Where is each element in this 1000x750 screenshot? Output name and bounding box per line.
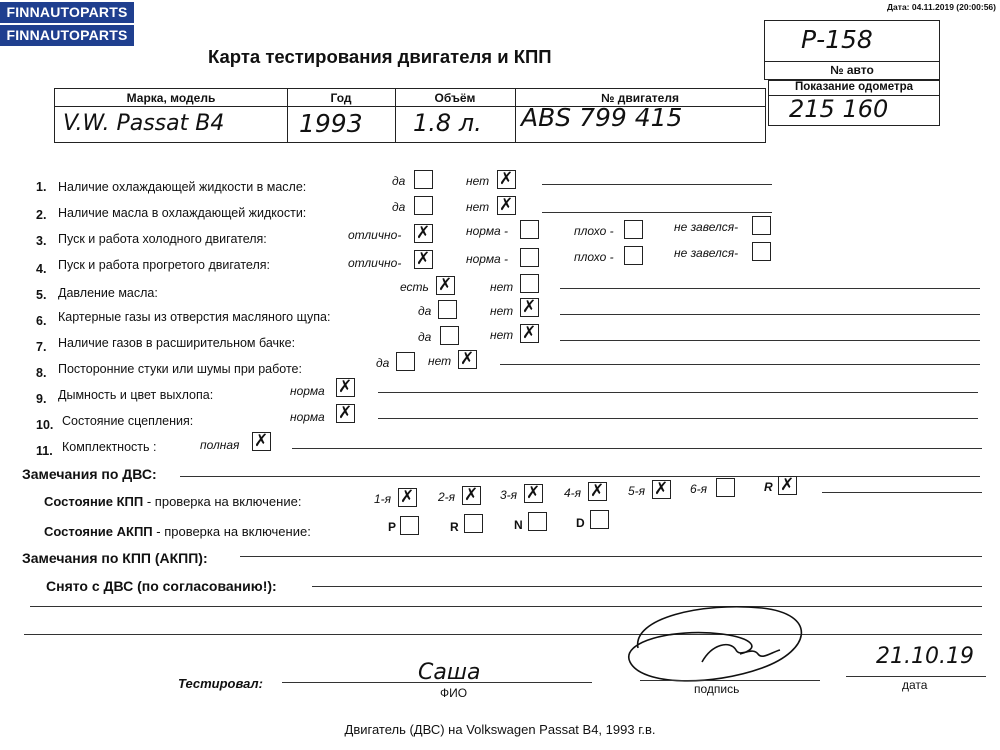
kpp-suffix: - проверка на включение:	[143, 494, 302, 509]
odometer-value: 215 160	[789, 95, 889, 123]
gear-checkbox-1[interactable]	[398, 488, 417, 507]
kpp-label: Состояние КПП	[44, 494, 144, 509]
item-text: Наличие охлаждающей жидкости в масле:	[58, 180, 307, 194]
item-number: 10.	[36, 418, 54, 432]
car-number-label: № авто	[830, 63, 874, 77]
kpp-remarks-label: Замечания по КПП (АКПП):	[22, 550, 208, 566]
item-number: 2.	[36, 208, 47, 222]
kpp-row-label	[44, 494, 301, 509]
car-number-value: Р-158	[801, 25, 873, 54]
item-number: 4.	[36, 262, 47, 276]
option-label: полная	[200, 438, 240, 452]
removed-label: Снято с ДВС (по согласованию!):	[46, 578, 277, 594]
item-text: Давление масла:	[58, 286, 158, 300]
engine-label: № двигателя	[601, 91, 679, 105]
item-text: Состояние сцепления:	[62, 414, 194, 428]
notes-line	[30, 606, 982, 607]
check-mark-icon: ✗	[499, 169, 514, 189]
check-mark-icon: ✗	[464, 485, 479, 505]
gear-label: 2-я	[438, 490, 456, 504]
check-mark-icon: ✗	[338, 403, 353, 423]
check-mark-icon: ✗	[780, 475, 795, 495]
date-stamp: Дата: 04.11.2019 (20:00:56)	[887, 2, 996, 12]
item-number: 11.	[36, 444, 53, 458]
checkbox[interactable]	[520, 220, 539, 239]
option-label: нет	[490, 304, 514, 318]
gear-checkbox-6[interactable]	[716, 478, 735, 497]
check-mark-icon: ✗	[254, 431, 269, 451]
checkbox-yes[interactable]	[497, 196, 516, 215]
notes-line	[542, 184, 772, 185]
option-label: плохо -	[574, 250, 614, 264]
notes-line	[542, 212, 772, 213]
check-mark-icon: ✗	[590, 481, 605, 501]
item-text: Посторонние стуки или шумы при работе:	[58, 362, 302, 376]
gear-checkbox-4[interactable]	[588, 482, 607, 501]
gear-label: P	[388, 520, 397, 534]
option-label: нет	[428, 354, 452, 368]
option-label: нет	[490, 328, 514, 342]
sign-label: подпись	[694, 682, 740, 696]
check-mark-icon: ✗	[416, 223, 431, 243]
option-label: да	[392, 174, 406, 188]
option-label: да	[418, 304, 432, 318]
checkbox[interactable]	[440, 326, 459, 345]
item-number: 1.	[36, 180, 47, 194]
checkbox[interactable]	[520, 298, 539, 317]
checkbox-no[interactable]	[414, 170, 433, 189]
check-mark-icon: ✗	[338, 377, 353, 397]
car-number-box	[764, 20, 940, 80]
footer-caption: Двигатель (ДВС) на Volkswagen Passat B4, 1993 г.в.	[344, 722, 656, 737]
watermark-logo: FINNAUTOPARTS	[0, 25, 134, 46]
checkbox[interactable]	[436, 276, 455, 295]
date-line	[846, 676, 986, 677]
check-mark-icon: ✗	[460, 349, 475, 369]
item-text: Комплектность :	[62, 440, 157, 454]
akpp-suffix: - проверка на включение:	[152, 524, 311, 539]
gear-label: N	[514, 518, 523, 532]
tested-label: Тестировал:	[178, 676, 263, 691]
checkbox[interactable]	[336, 378, 355, 397]
item-text: Пуск и работа прогретого двигателя:	[58, 258, 270, 272]
notes-line	[240, 556, 982, 557]
item-number: 8.	[36, 366, 47, 380]
akpp-row-label	[44, 524, 311, 539]
volume-label: Объём	[434, 91, 476, 105]
item-text: Наличие газов в расширительном бачке:	[58, 336, 296, 350]
gear-checkbox-2[interactable]	[462, 486, 481, 505]
option-label: нет	[466, 200, 490, 214]
checkbox[interactable]	[438, 300, 457, 319]
gear-label: 4-я	[564, 486, 582, 500]
notes-line	[292, 448, 982, 449]
option-label: не завелся-	[674, 246, 739, 260]
checkbox[interactable]	[252, 432, 271, 451]
odometer-box	[768, 80, 940, 126]
make-value: V.W. Passat B4	[63, 111, 225, 136]
gear-label: 6-я	[690, 482, 708, 496]
notes-line	[500, 364, 980, 365]
checkbox[interactable]	[414, 224, 433, 243]
check-mark-icon: ✗	[654, 479, 669, 499]
header-table	[54, 88, 766, 143]
gear-checkbox-3[interactable]	[524, 484, 543, 503]
checkbox[interactable]	[520, 248, 539, 267]
notes-line	[24, 634, 982, 635]
notes-line	[378, 418, 978, 419]
notes-line	[560, 288, 980, 289]
option-label: есть	[400, 280, 429, 294]
notes-line	[312, 586, 982, 587]
checkbox[interactable]	[414, 250, 433, 269]
checkbox[interactable]	[396, 352, 415, 371]
date-value: 21.10.19	[876, 644, 974, 669]
item-number: 9.	[36, 392, 47, 406]
check-mark-icon: ✗	[438, 275, 453, 295]
option-label: норма	[290, 410, 325, 424]
option-label: да	[376, 356, 390, 370]
gear-checkbox-r[interactable]	[778, 476, 797, 495]
item-number: 3.	[36, 234, 47, 248]
item-text: Пуск и работа холодного двигателя:	[58, 232, 267, 246]
notes-line	[822, 492, 982, 493]
option-label: нет	[490, 280, 514, 294]
volume-value: 1.8 л.	[413, 109, 482, 137]
gear-label: 3-я	[500, 488, 518, 502]
item-text: Наличие масла в охлаждающей жидкости:	[58, 206, 307, 220]
gear-checkbox-n[interactable]	[528, 512, 547, 531]
notes-line	[378, 392, 978, 393]
date-label: дата	[902, 678, 928, 692]
option-label: норма -	[466, 224, 509, 238]
check-mark-icon: ✗	[400, 487, 415, 507]
check-mark-icon: ✗	[526, 483, 541, 503]
akpp-label: Состояние АКПП	[44, 524, 153, 539]
gear-checkbox-r[interactable]	[464, 514, 483, 533]
item-text: Картерные газы из отверстия масляного щупа:	[58, 310, 331, 324]
gear-label: 5-я	[628, 484, 646, 498]
notes-line	[560, 314, 980, 315]
gear-checkbox-5[interactable]	[652, 480, 671, 499]
gear-checkbox-d[interactable]	[590, 510, 609, 529]
fio-line	[282, 682, 592, 683]
gear-checkbox-p[interactable]	[400, 516, 419, 535]
item-number: 5.	[36, 288, 47, 302]
checkbox[interactable]	[520, 324, 539, 343]
option-label: норма	[290, 384, 325, 398]
notes-line	[180, 476, 980, 477]
make-label: Марка, модель	[126, 91, 216, 105]
check-mark-icon: ✗	[499, 195, 514, 215]
page-title: Карта тестирования двигателя и КПП	[208, 46, 552, 67]
checkbox[interactable]	[458, 350, 477, 369]
option-label: не завелся-	[674, 220, 739, 234]
checkbox[interactable]	[624, 220, 643, 239]
engine-value: ABS 799 415	[521, 103, 683, 132]
gear-label: 1-я	[374, 492, 392, 506]
checkbox-no[interactable]	[414, 196, 433, 215]
option-label: отлично-	[348, 256, 402, 270]
item-number: 7.	[36, 340, 47, 354]
gear-label: R	[450, 520, 459, 534]
option-label: нет	[466, 174, 490, 188]
checkbox[interactable]	[752, 216, 771, 235]
checkbox[interactable]	[520, 274, 539, 293]
check-mark-icon: ✗	[416, 249, 431, 269]
option-label: плохо -	[574, 224, 614, 238]
option-label: да	[418, 330, 432, 344]
checkbox[interactable]	[336, 404, 355, 423]
option-label: да	[392, 200, 406, 214]
check-mark-icon: ✗	[522, 297, 537, 317]
engine-remarks-label: Замечания по ДВС:	[22, 466, 157, 482]
check-mark-icon: ✗	[522, 323, 537, 343]
fio-label: ФИО	[440, 686, 468, 700]
option-label: отлично-	[348, 228, 402, 242]
checkbox[interactable]	[624, 246, 643, 265]
sign-line	[640, 680, 820, 681]
year-label: Год	[330, 91, 352, 105]
watermark-logo: FINNAUTOPARTS	[0, 2, 134, 23]
year-value: 1993	[299, 109, 363, 138]
option-label: норма -	[466, 252, 509, 266]
notes-line	[560, 340, 980, 341]
item-number: 6.	[36, 314, 47, 328]
checkbox[interactable]	[752, 242, 771, 261]
odometer-label: Показание одометра	[795, 81, 913, 93]
fio-value: Саша	[418, 660, 481, 685]
item-text: Дымность и цвет выхлопа:	[58, 388, 214, 402]
gear-label: R	[764, 480, 773, 494]
checkbox-yes[interactable]	[497, 170, 516, 189]
gear-label: D	[576, 516, 585, 530]
